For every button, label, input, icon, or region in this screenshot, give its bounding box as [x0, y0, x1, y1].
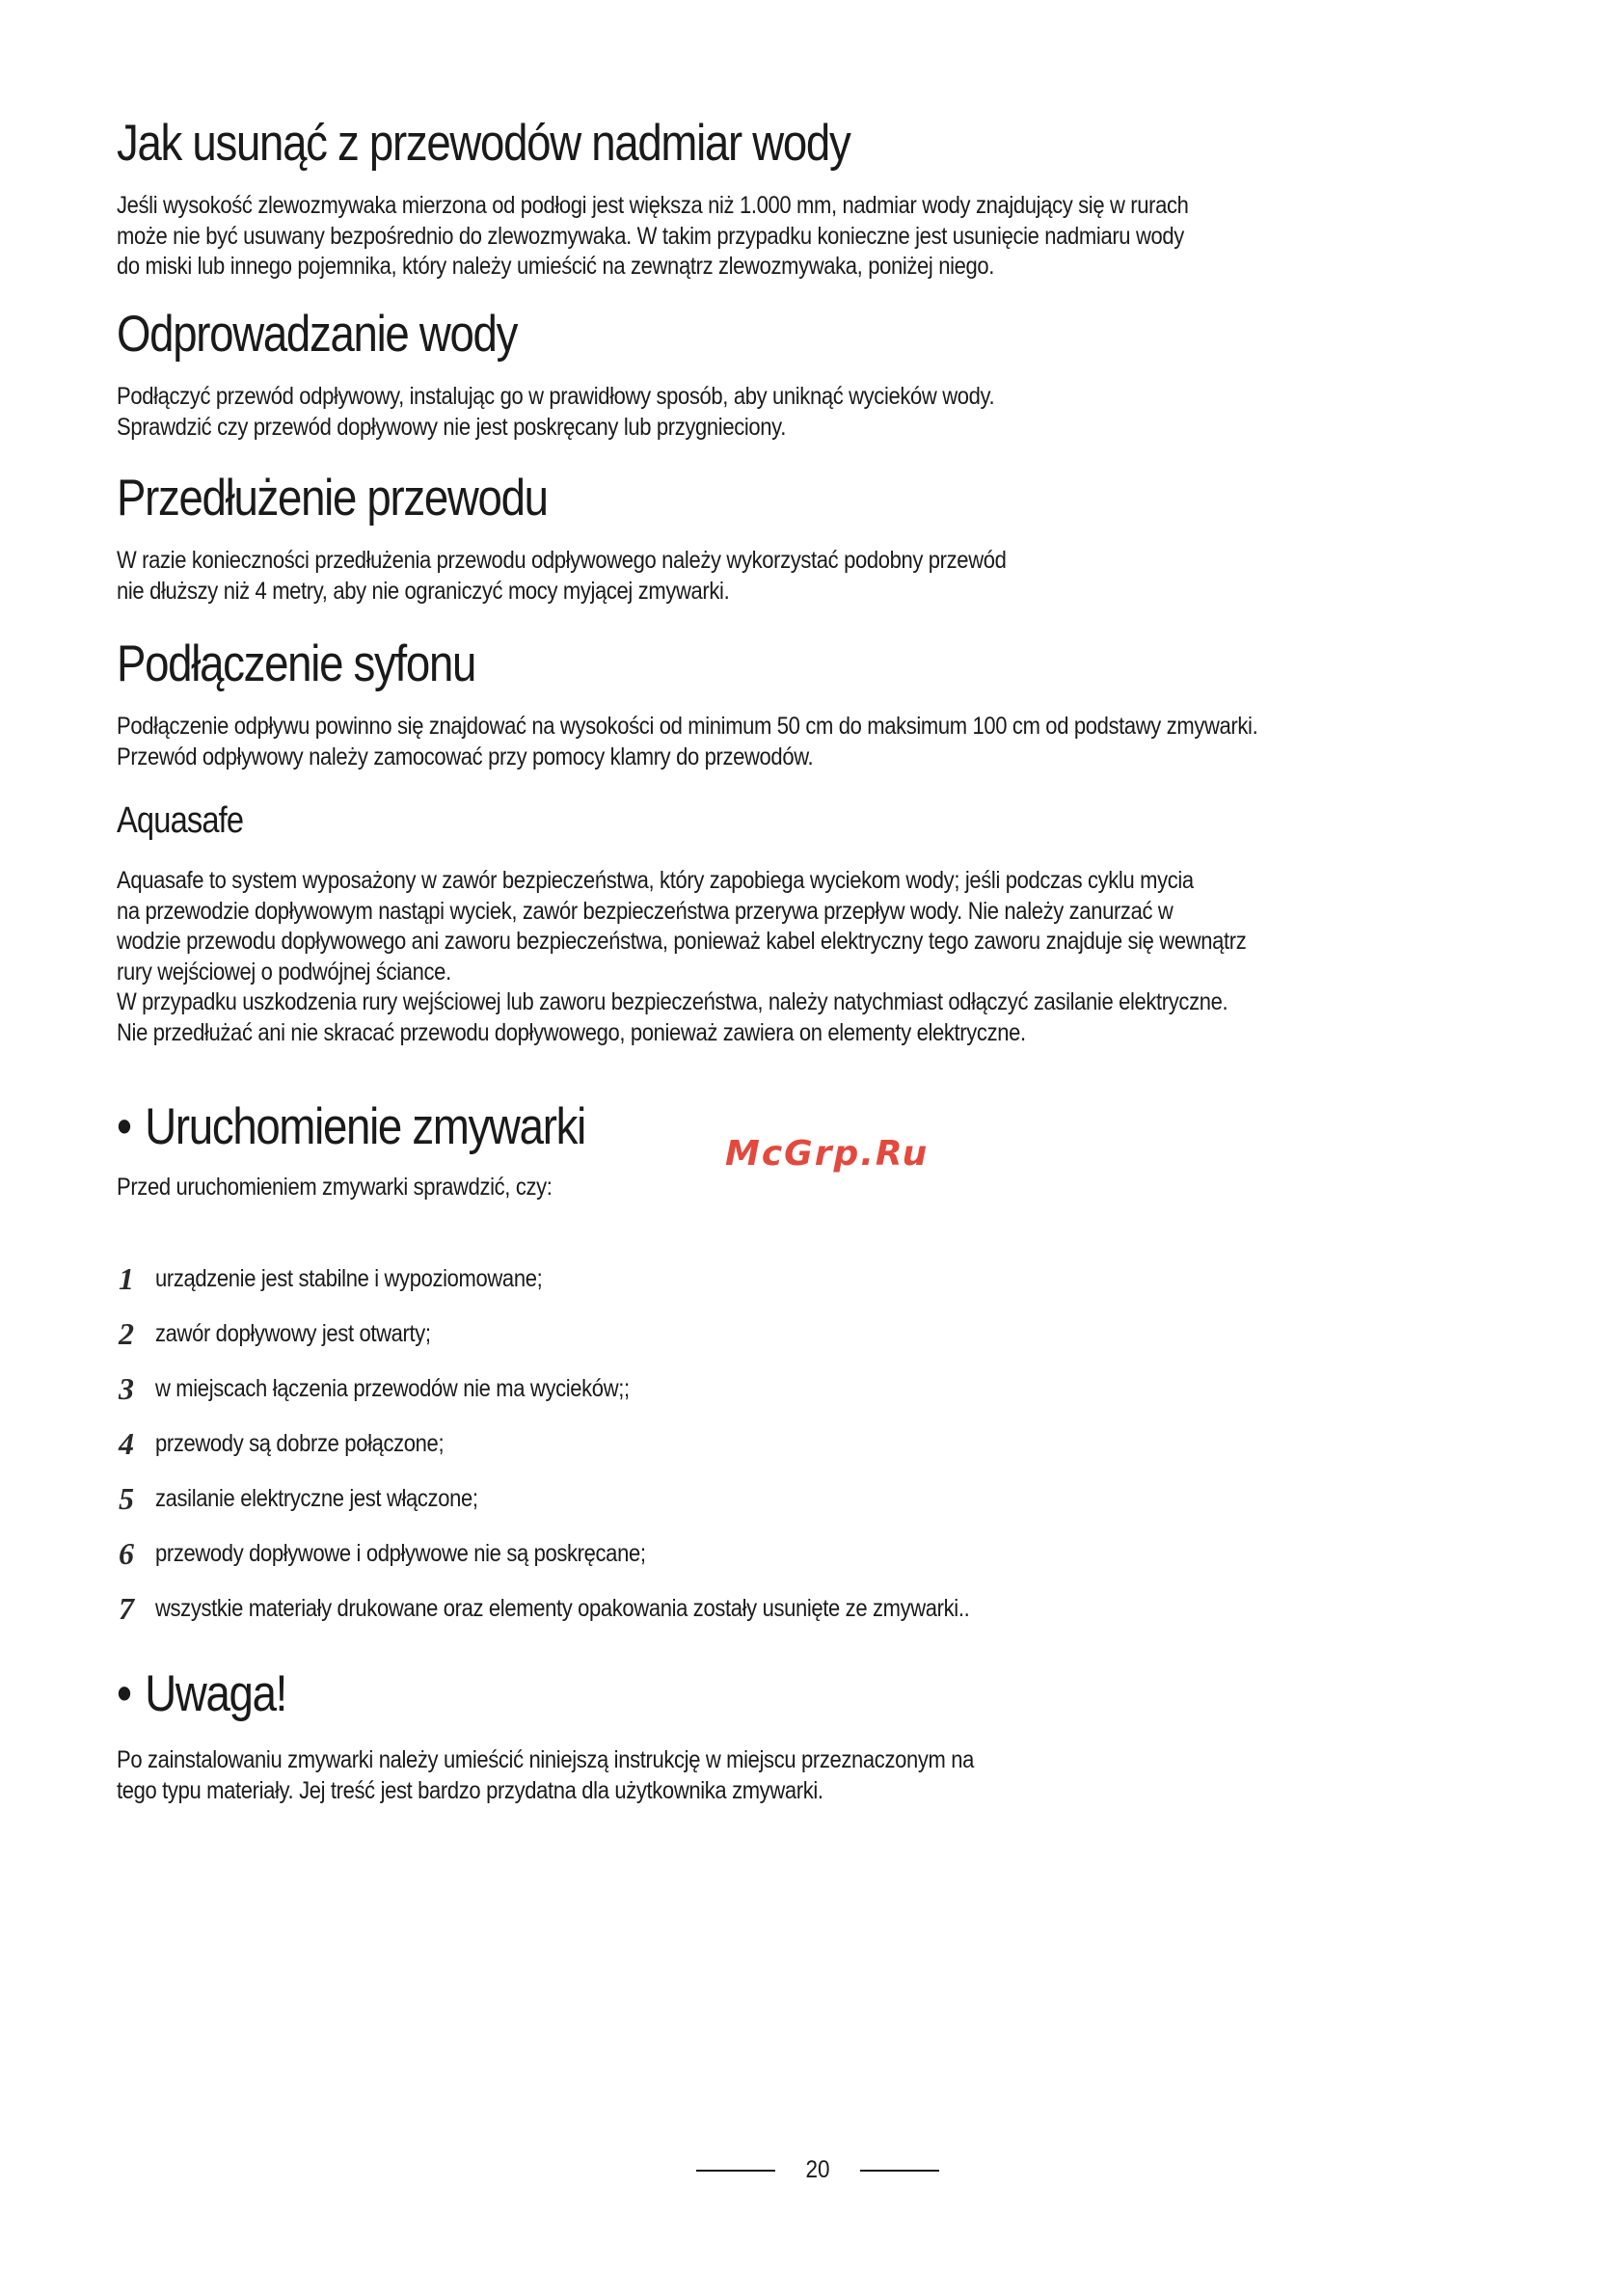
section-title-water-drainage: Odprowadzanie wody — [117, 306, 518, 363]
section-title-excess-water: Jak usunąć z przewodów nadmiar wody — [117, 115, 850, 172]
section-title-hose-extension: Przedłużenie przewodu — [117, 470, 548, 527]
checklist-item — [117, 1526, 1080, 1581]
checklist-item — [117, 1362, 1080, 1417]
checklist-item — [117, 1581, 1080, 1636]
checklist-item — [117, 1472, 1080, 1526]
checklist-number: 7 — [119, 1591, 134, 1626]
checklist-text: zasilanie elektryczne jest włączone; — [155, 1485, 478, 1512]
section-title-aquasafe: Aquasafe — [117, 800, 244, 841]
section-title-warning — [117, 1664, 286, 1724]
section-body-excess-water: Jeśli wysokość zlewozmywaka mierzona od podłogi jest większa niż 1.000 mm, nadmiar wody znajdujący się w rurach może nie być usuwany bezpośrednio do zlewozmywaka. W takim przypadku konieczne jest usunięcie nadmiaru wody do miski lub innego pojemnika, który należy umieścić na zewnątrz zlewozmywaka, poniżej niego. — [117, 192, 1189, 280]
checklist-item — [117, 1307, 1080, 1362]
bullet-icon: • — [117, 1665, 131, 1722]
checklist-number: 5 — [119, 1481, 134, 1516]
checklist-number: 6 — [119, 1536, 134, 1571]
page-footer — [0, 2152, 1619, 2191]
checklist-text: w miejscach łączenia przewodów nie ma wycieków;; — [155, 1375, 630, 1402]
footer-divider-left — [696, 2170, 775, 2172]
checklist-item — [117, 1417, 1080, 1472]
section-title-siphon-connection: Podłączenie syfonu — [117, 635, 476, 692]
watermark-logo: McGrp.Ru — [725, 1134, 930, 1174]
section-body-warning: Po zainstalowaniu zmywarki należy umieścić niniejszą instrukcję w miejscu przeznaczonym na tego typu materiały. Jej treść jest bardzo przydatna dla użytkownika zmywarki. — [117, 1746, 975, 1804]
checklist-number: 2 — [119, 1316, 134, 1351]
section-title-dishwasher-start — [117, 1097, 585, 1157]
checklist-text: urządzenie jest stabilne i wypoziomowane; — [155, 1265, 543, 1292]
section-body-siphon-connection: Podłączenie odpływu powinno się znajdować na wysokości od minimum 50 cm do maksimum 100 cm od podstawy zmywarki. Przewód odpływowy należy zamocować przy pomocy klamry do przewodów. — [117, 713, 1258, 770]
section-title-text: Uwaga! — [145, 1665, 287, 1722]
checklist-text: przewody dopływowe i odpływowe nie są poskręcane; — [155, 1540, 646, 1567]
page-number: 20 — [805, 2156, 830, 2183]
checklist-number: 1 — [119, 1261, 134, 1296]
startup-checklist — [117, 1252, 1080, 1636]
checklist-text: przewody są dobrze połączone; — [155, 1430, 445, 1457]
section-body-dishwasher-start: Przed uruchomieniem zmywarki sprawdzić, czy: — [117, 1174, 553, 1201]
footer-divider-right — [860, 2170, 939, 2172]
checklist-number: 4 — [119, 1426, 134, 1461]
section-body-hose-extension: W razie konieczności przedłużenia przewodu odpływowego należy wykorzystać podobny przewód nie dłuższy niż 4 metry, aby nie ograniczyć mocy myjącej zmywarki. — [117, 547, 1007, 605]
section-title-text: Uruchomienie zmywarki — [145, 1098, 585, 1155]
section-body-aquasafe: Aquasafe to system wyposażony w zawór bezpieczeństwa, który zapobiega wyciekom wody; jeśli podczas cyklu mycia na przewodzie dopływowym nastąpi wyciek, zawór bezpieczeństwa przerywa przepływ wody. Nie należy zanurzać w wodzie przewodu dopływowego ani zaworu bezpieczeństwa, ponieważ kabel elektryczny tego zaworu znajduje się wewnątrz rury wejściowej o podwójnej ściance. W przypadku uszkodzenia rury wejściowej lub zaworu bezpieczeństwa, należy natychmiast odłączyć zasilanie elektryczne. Nie przedłużać ani nie skracać przewodu dopływowego, ponieważ zawiera on elementy elektryczne. — [117, 867, 1247, 1046]
section-body-water-drainage: Podłączyć przewód odpływowy, instalując go w prawidłowy sposób, aby uniknąć wycieków wody. Sprawdzić czy przewód dopływowy nie jest poskręcany lub przygnieciony. — [117, 383, 995, 441]
checklist-number: 3 — [119, 1371, 134, 1406]
checklist-text: zawór dopływowy jest otwarty; — [155, 1320, 431, 1347]
checklist-item — [117, 1252, 1080, 1307]
bullet-icon: • — [117, 1098, 131, 1155]
checklist-text: wszystkie materiały drukowane oraz elementy opakowania zostały usunięte ze zmywarki.. — [155, 1595, 970, 1622]
